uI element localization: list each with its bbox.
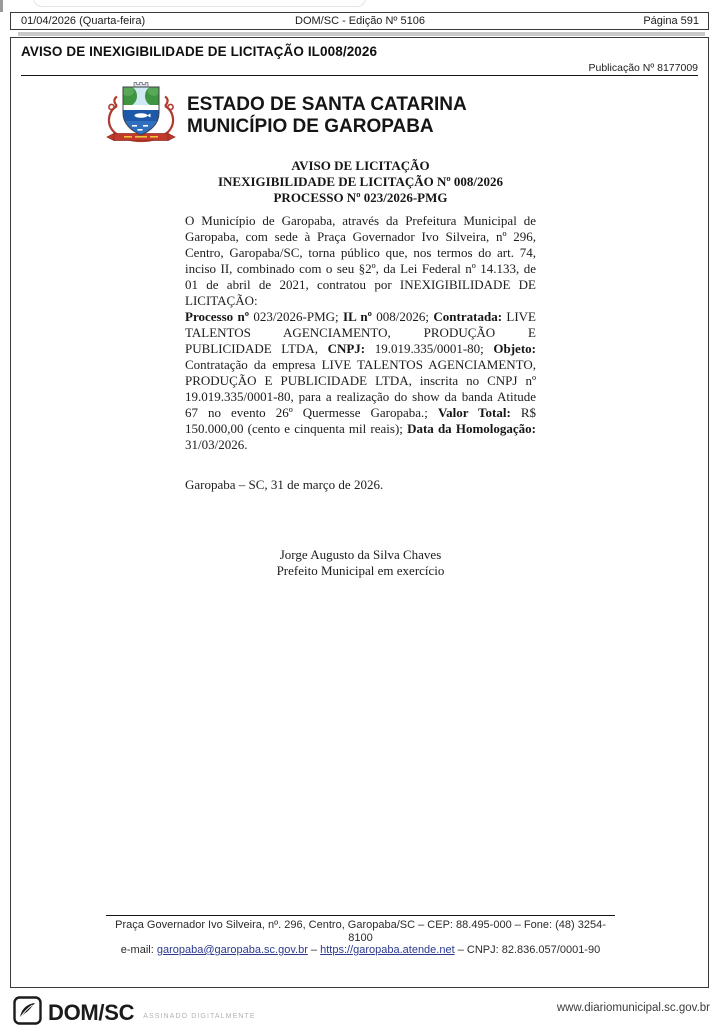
letterhead-footer [106, 915, 615, 957]
header-date: 01/04/2026 (Quarta-feira) [21, 15, 146, 27]
browser-chrome-remnant [33, 0, 366, 7]
value-valor-total: R$ 150.000,00 (cento e cinquenta mil reais); [185, 405, 536, 436]
footer-separator-2: – [454, 944, 467, 956]
garopaba-coat-of-arms-icon [102, 79, 180, 152]
value-objeto: Contratação da empresa LIVE TALENTOS AGENCIAMENTO, PRODUÇÃO E PUBLICIDADE LTDA, inscrita no CNPJ nº 19.019.335/0001-80, para a realização do show da banda Atitude 67 no evento 26º Quermesse Garopaba.; [185, 357, 536, 420]
value-il: 008/2026; [371, 309, 434, 324]
value-cnpj: 19.019.335/0001-80; [365, 341, 494, 356]
diariomunicipal-url: www.diariomunicipal.sc.gov.br [556, 1002, 710, 1014]
header-divider-bar [18, 32, 705, 36]
notice-body [185, 158, 536, 579]
domsc-quill-icon [13, 996, 42, 1030]
notice-heading-line2: INEXIGIBILIDADE DE LICITAÇÃO Nº 008/2026 [217, 174, 504, 189]
footer-separator-1: – [307, 944, 321, 956]
value-homologacao: 31/03/2026. [185, 437, 248, 452]
publication-number: Publicação Nº 8177009 [588, 62, 698, 74]
label-il: IL nº [343, 309, 372, 324]
gazette-running-header [10, 12, 709, 30]
label-contratada: Contratada: [433, 309, 503, 324]
page-edge-shadow [0, 0, 3, 12]
header-page-number: Página 591 [643, 15, 699, 27]
signature-role: Prefeito Municipal em exercício [276, 563, 445, 578]
title-rule [21, 75, 698, 76]
footer-cnpj: CNPJ: 82.836.057/0001-90 [466, 944, 601, 956]
label-homologacao: Data da Homologação: [407, 421, 536, 436]
notice-heading-line3: PROCESSO Nº 023/2026-PMG [273, 190, 448, 205]
domsc-logo [13, 996, 256, 1030]
header-edition: DOM/SC - Edição Nº 5106 [295, 15, 425, 27]
signature-name: Jorge Augusto da Silva Chaves [279, 547, 442, 562]
label-valor-total: Valor Total: [437, 405, 511, 420]
domsc-bottom-bar [0, 993, 723, 1030]
email-label: e-mail: [120, 944, 157, 956]
domsc-logo-text: DOM/SC [48, 1000, 135, 1025]
value-processo: 023/2026-PMG; [249, 309, 344, 324]
digitally-signed-label: ASSINADO DIGITALMENTE [143, 1013, 256, 1020]
label-objeto: Objeto: [493, 341, 536, 356]
label-processo: Processo nº [185, 309, 250, 324]
footer-address: Praça Governador Ivo Silveira, nº. 296, Centro, Garopaba/SC – CEP: 88.495-000 – Fone: (48) 3254-8100 [115, 919, 606, 944]
entity-state: ESTADO DE SANTA CATARINA [187, 94, 467, 115]
label-cnpj: CNPJ: [327, 341, 366, 356]
dateline: Garopaba – SC, 31 de março de 2026. [185, 477, 384, 492]
email-link[interactable]: garopaba@garopaba.sc.gov.br [156, 944, 308, 956]
notice-details-paragraph [185, 309, 536, 453]
website-link[interactable]: https://garopaba.atende.net [320, 944, 455, 956]
notice-heading-line1: AVISO DE LICITAÇÃO [291, 158, 430, 173]
entity-municipality: MUNICÍPIO DE GAROPABA [187, 115, 434, 137]
footer-contact-line [106, 944, 615, 957]
document-frame [10, 37, 709, 988]
article-title: AVISO DE INEXIGIBILIDADE DE LICITAÇÃO IL008/2026 [21, 44, 378, 59]
letterhead [102, 79, 467, 152]
notice-paragraph-1: O Município de Garopaba, através da Prefeitura Municipal de Garopaba, com sede à Praça Governador Ivo Silveira, nº 296, Centro, Garopaba/SC, torna público que, nos termos do art. 74, inciso II, combinado com o seu §2º, da Lei Federal nº 14.133, de 01 de abril de 2021, contratou por INEXIGIBILIDADE DE LICITAÇÃO: [185, 213, 536, 308]
value-contratada: LIVE TALENTOS AGENCIAMENTO, PRODUÇÃO E PUBLICIDADE LTDA, [185, 309, 537, 356]
